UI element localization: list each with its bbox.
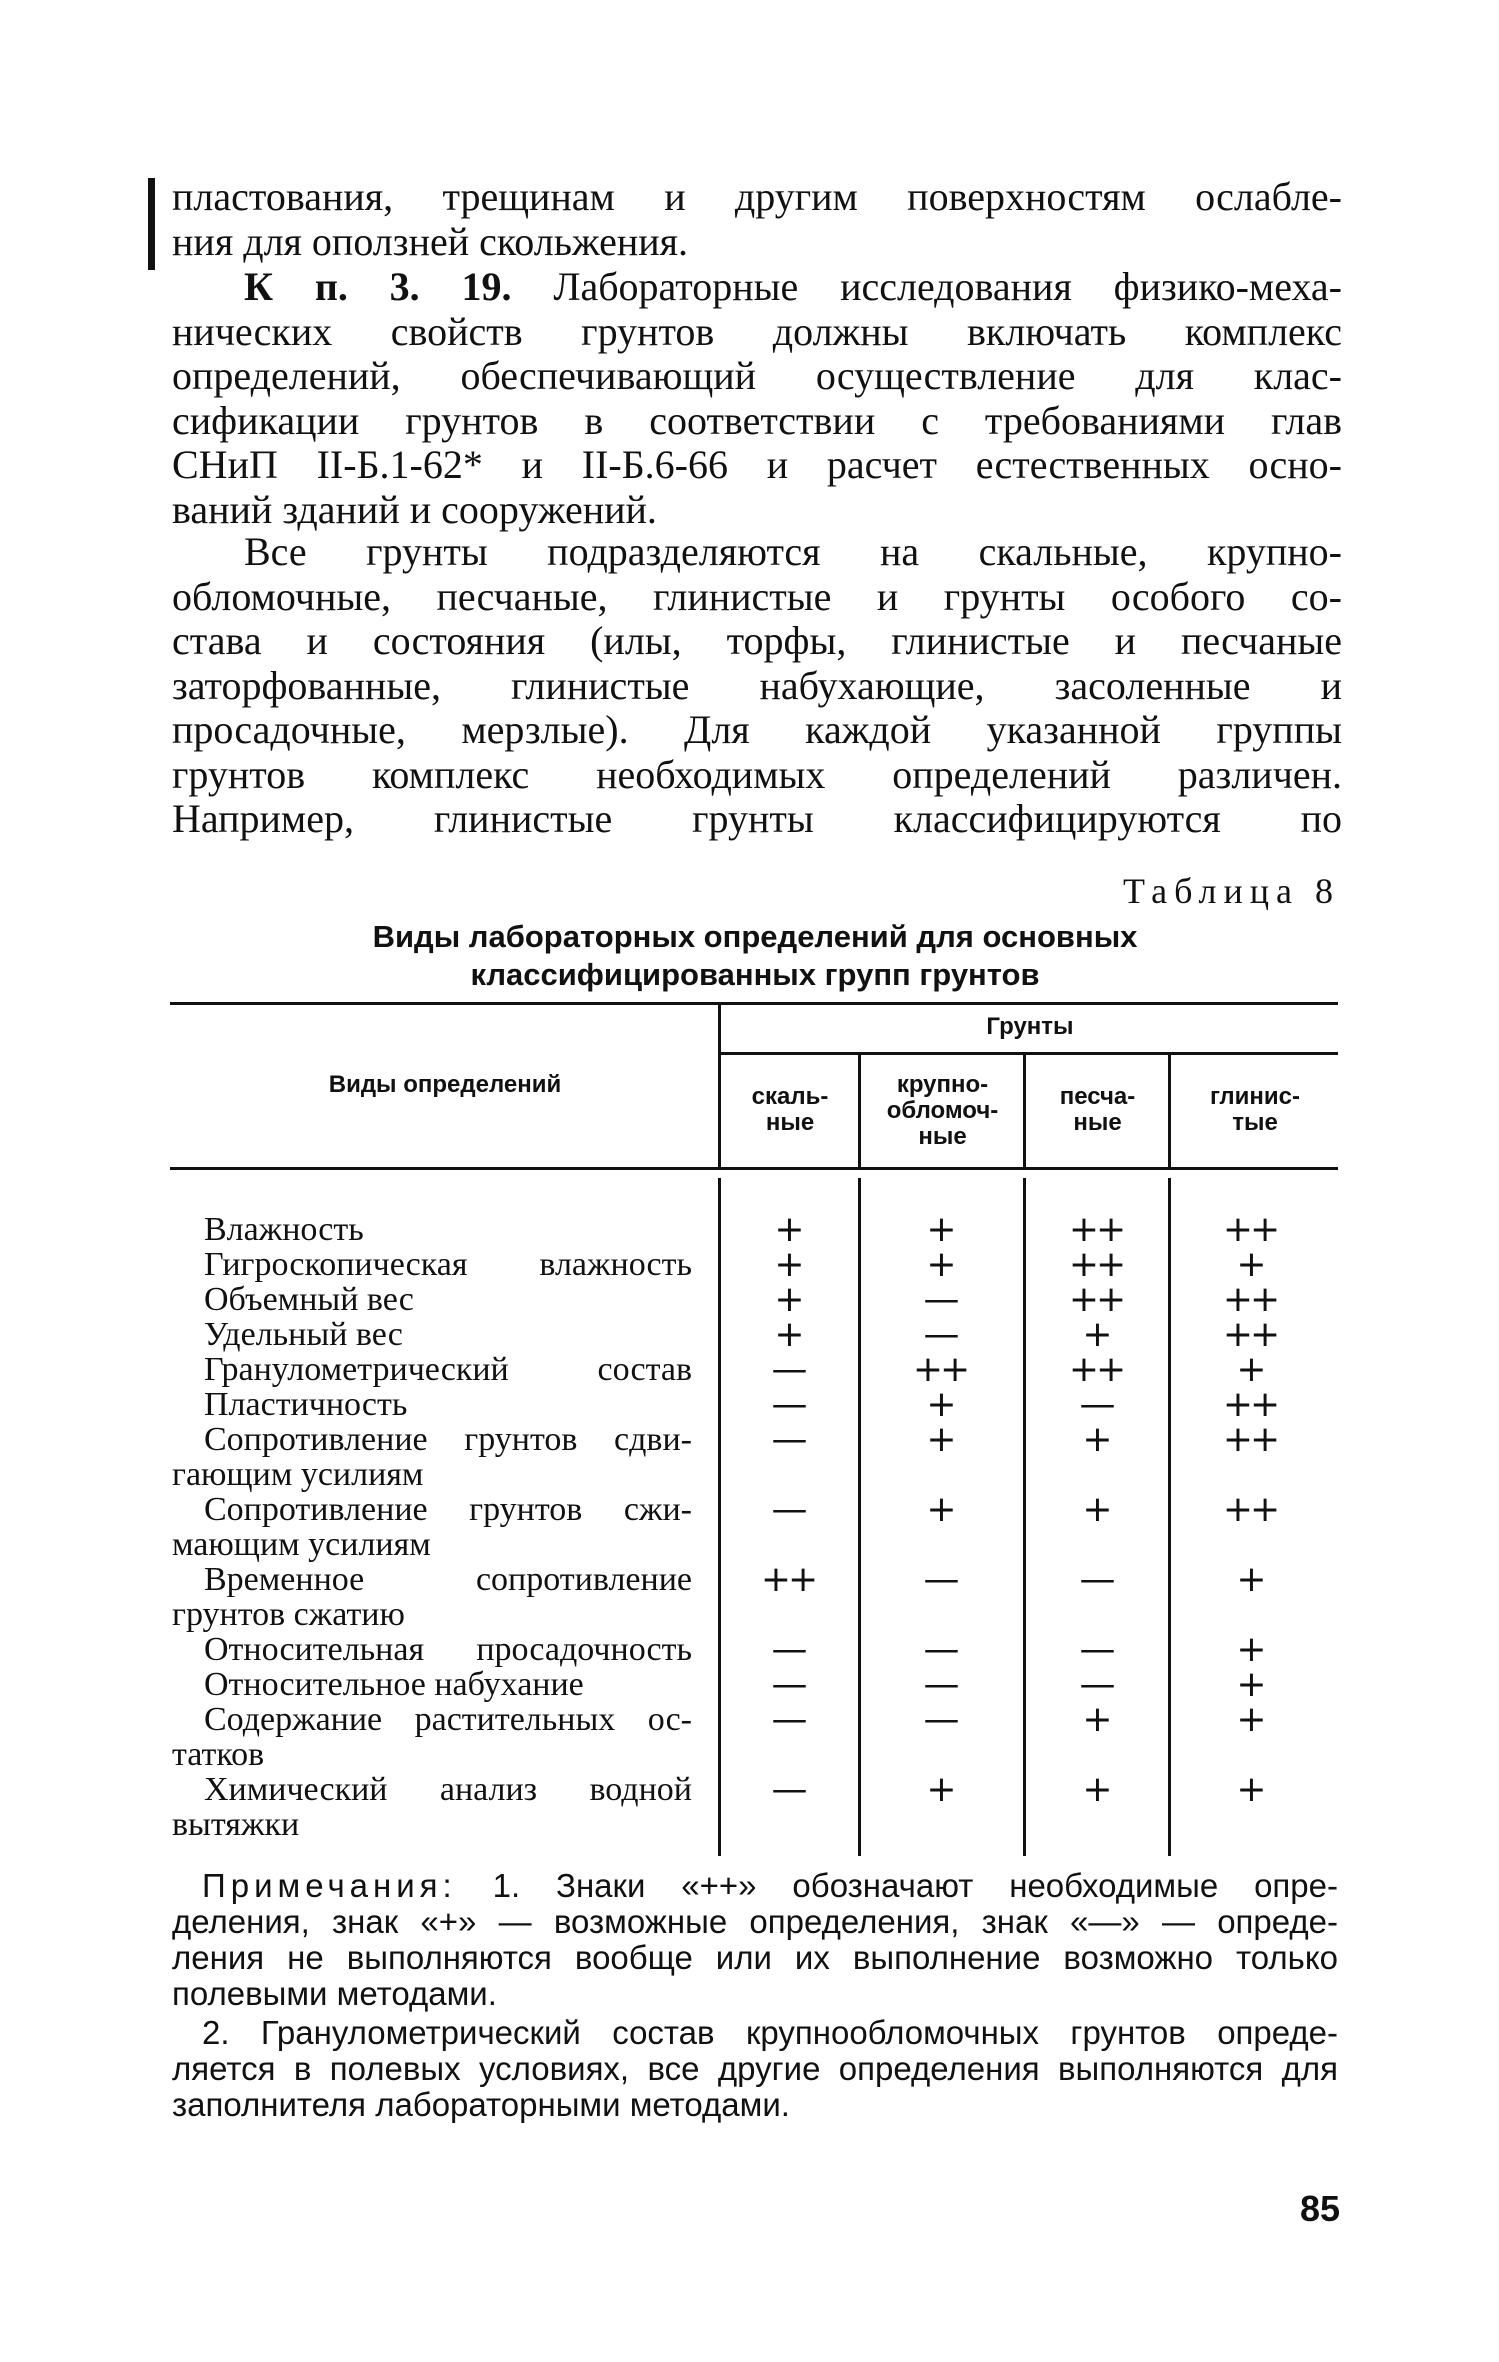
cell-clayey: + — [1236, 1244, 1264, 1285]
row-label-line: Гигроскопическая влажность — [204, 1246, 692, 1283]
cell-clayey: ++ — [1222, 1209, 1278, 1250]
text-line: грунтов комплекс необходимых определений различен. — [172, 751, 1342, 797]
table-note-1 — [172, 1868, 1338, 2012]
cell-coarse: — — [923, 1664, 957, 1705]
row-label-line: Гранулометрический состав — [204, 1351, 692, 1388]
cell-rocky: — — [771, 1629, 805, 1670]
cell-clayey: + — [1236, 1769, 1264, 1810]
row-label-line: грунтов сжатию — [172, 1596, 405, 1633]
cell-sandy: — — [1079, 1384, 1113, 1425]
cell-coarse: + — [926, 1244, 954, 1285]
cell-rocky: — — [771, 1664, 805, 1705]
cell-coarse: + — [926, 1769, 954, 1810]
note-line: полевыми методами. — [172, 1975, 497, 2012]
column-divider — [1168, 1055, 1171, 1167]
header-line: глинис- — [1210, 1083, 1300, 1110]
cell-clayey: ++ — [1222, 1489, 1278, 1530]
table-row-label — [172, 1667, 692, 1702]
text-line: пластования, трещинам и другим поверхностям ослабле- — [172, 174, 1342, 219]
note-line: ления не выполняются вообще или их выполнение возможно только — [172, 1939, 1338, 1976]
text-line: Например, глинистые грунты классифицируются по — [172, 796, 1342, 841]
cell-coarse: — — [923, 1559, 957, 1600]
cell-clayey: + — [1236, 1664, 1264, 1705]
paragraph-continuation — [172, 175, 1342, 264]
row-label-line: Пластичность — [204, 1386, 408, 1423]
row-label-line: Влажность — [204, 1211, 364, 1248]
cell-coarse: + — [926, 1489, 954, 1530]
row-label-line: Объемный вес — [204, 1281, 414, 1318]
cell-rocky: + — [774, 1244, 802, 1285]
row-label-line: Сопротивление грунтов сжи- — [204, 1491, 692, 1528]
note-line — [172, 1868, 1338, 1904]
column-divider — [1023, 1055, 1026, 1167]
text-line: става и состояния (илы, торфы, глинистые и песчаные — [172, 618, 1342, 663]
table-row-label — [172, 1247, 692, 1282]
row-label-line: гающим усилиям — [172, 1456, 424, 1493]
text-line: сификации грунтов в соответствии с требованиями глав — [172, 397, 1342, 443]
cell-rocky: — — [771, 1769, 805, 1810]
cell-coarse: — — [923, 1314, 957, 1355]
header-line: крупно- — [896, 1071, 989, 1098]
text-fragment: Лабораторные исследования физико-меха- — [511, 264, 1342, 309]
cell-rocky: + — [774, 1279, 802, 1320]
note-line: заполнителя лабораторными методами. — [172, 2086, 790, 2123]
text-line: ния для оползней скольжения. — [172, 218, 689, 264]
text-line: обломочные, песчаные, глинистые и грунты особого со- — [172, 573, 1342, 619]
table-row-label — [172, 1422, 692, 1492]
cell-sandy: — — [1079, 1559, 1113, 1600]
row-label-line: татков — [172, 1736, 265, 1773]
cell-rocky: — — [771, 1699, 805, 1740]
table-row-label — [172, 1212, 692, 1247]
text-line: СНиП II-Б.1-62* и II-Б.6-66 и расчет естественных осно- — [172, 442, 1342, 487]
cell-rocky: — — [771, 1489, 805, 1530]
header-clayey — [1172, 1084, 1338, 1136]
cell-sandy: — — [1079, 1629, 1113, 1670]
soils-header-rule — [720, 1052, 1338, 1055]
cell-sandy: ++ — [1068, 1209, 1124, 1250]
text-line — [172, 265, 1342, 310]
cell-clayey: ++ — [1222, 1419, 1278, 1460]
cell-coarse: — — [923, 1629, 957, 1670]
cell-rocky: — — [771, 1384, 805, 1425]
table-row-label — [172, 1282, 692, 1317]
margin-change-bar — [148, 178, 155, 270]
text-line: нических свойств грунтов должны включать комплекс — [172, 308, 1342, 354]
table-top-rule — [170, 1002, 1338, 1005]
header-line: скаль- — [751, 1083, 829, 1110]
cell-coarse: + — [926, 1419, 954, 1460]
header-line: ные — [765, 1109, 815, 1136]
cell-coarse: — — [923, 1279, 957, 1320]
table-row-label — [172, 1317, 692, 1352]
header-bottom-rule — [170, 1167, 1338, 1170]
note-line: ляется в полевых условиях, все другие определения выполняются для — [172, 2050, 1338, 2087]
paragraph-soil-groups — [172, 530, 1342, 842]
table-title-line: Виды лабораторных определений для основных — [372, 919, 1138, 954]
cell-rocky: ++ — [760, 1559, 816, 1600]
cell-clayey: + — [1236, 1699, 1264, 1740]
cell-clayey: ++ — [1222, 1384, 1278, 1425]
cell-sandy: — — [1079, 1664, 1113, 1705]
cell-coarse: ++ — [912, 1349, 968, 1390]
row-label-line: Относительное набухание — [204, 1666, 584, 1703]
text-line: Все грунты подразделяются на скальные, крупно- — [244, 529, 1342, 574]
row-label-line: Содержание растительных ос- — [204, 1701, 692, 1738]
text-line: просадочные, мерзлые). Для каждой указанной группы — [172, 707, 1342, 752]
cell-rocky: — — [771, 1349, 805, 1390]
table-title — [170, 918, 1340, 994]
table-row-label — [172, 1352, 692, 1387]
cell-sandy: + — [1082, 1314, 1110, 1355]
table-row-label — [172, 1702, 692, 1772]
cell-sandy: + — [1082, 1489, 1110, 1530]
cell-sandy: + — [1082, 1419, 1110, 1460]
header-line: песча- — [1059, 1083, 1136, 1110]
column-divider — [1023, 1178, 1026, 1856]
row-label-line: вытяжки — [172, 1806, 300, 1843]
table-note-2 — [172, 2015, 1338, 2123]
row-label-line: мающим усилиям — [172, 1526, 431, 1563]
text-line: заторфованные, глинистые набухающие, засоленные и — [172, 662, 1342, 708]
cell-sandy: + — [1082, 1769, 1110, 1810]
cell-clayey: + — [1236, 1559, 1264, 1600]
row-label-line: Химический анализ водной — [204, 1771, 692, 1808]
table-row-label — [172, 1632, 692, 1667]
cell-sandy: ++ — [1068, 1279, 1124, 1320]
cell-sandy: ++ — [1068, 1349, 1124, 1390]
page-number: 85 — [1299, 2188, 1340, 2229]
note-line: деления, знак «+» — возможные определения, знак «—» — опреде- — [172, 1903, 1338, 1940]
cell-clayey: ++ — [1222, 1279, 1278, 1320]
table-title-line: классифицированных групп грунтов — [470, 957, 1040, 992]
column-divider — [858, 1055, 861, 1167]
header-line: тые — [1232, 1109, 1278, 1136]
cell-rocky: + — [774, 1314, 802, 1355]
header-line: ные — [1073, 1109, 1122, 1136]
cell-clayey: + — [1236, 1349, 1264, 1390]
header-line: ные — [918, 1123, 967, 1150]
header-line: обломоч- — [886, 1097, 999, 1124]
row-label-line: Удельный вес — [204, 1316, 403, 1353]
column-divider — [718, 1178, 721, 1856]
cell-rocky: — — [771, 1419, 805, 1460]
table-label: Таблица 8 — [1123, 871, 1340, 911]
text-line: определений, обеспечивающий осуществление для клас- — [172, 353, 1342, 398]
row-label-line: Временное сопротивление — [204, 1561, 692, 1598]
table-row-label — [172, 1562, 692, 1632]
text-line: ваний зданий и сооружений. — [172, 486, 657, 532]
column-divider — [858, 1178, 861, 1856]
cell-sandy: + — [1082, 1699, 1110, 1740]
header-rocky — [722, 1084, 858, 1136]
column-divider — [1168, 1178, 1171, 1856]
note-fragment: 1. Знаки «++» обозначают необходимые опре- — [456, 1867, 1338, 1904]
row-label-line: Относительная просадочность — [204, 1631, 692, 1668]
paragraph-clause-3-19 — [172, 265, 1342, 532]
header-kinds: Виды определений — [328, 1071, 562, 1098]
cell-clayey: ++ — [1222, 1314, 1278, 1355]
table-row-label — [172, 1772, 692, 1842]
table-row-label — [172, 1492, 692, 1562]
header-coarse — [862, 1072, 1023, 1150]
cell-coarse: + — [926, 1209, 954, 1250]
table-row-label — [172, 1387, 692, 1422]
cell-coarse: — — [923, 1699, 957, 1740]
cell-rocky: + — [774, 1209, 802, 1250]
cell-coarse: + — [926, 1384, 954, 1425]
notes-heading: Примечания: — [202, 1867, 457, 1904]
header-soils: Грунты — [986, 1013, 1074, 1040]
header-sandy — [1027, 1084, 1168, 1136]
cell-sandy: ++ — [1068, 1244, 1124, 1285]
note-line: 2. Гранулометрический состав крупнообломочных грунтов опреде- — [202, 2014, 1338, 2051]
clause-reference: К п. 3. 19. — [244, 264, 512, 309]
cell-clayey: + — [1236, 1629, 1264, 1670]
column-divider — [718, 1005, 721, 1167]
row-label-line: Сопротивление грунтов сдви- — [204, 1421, 692, 1458]
